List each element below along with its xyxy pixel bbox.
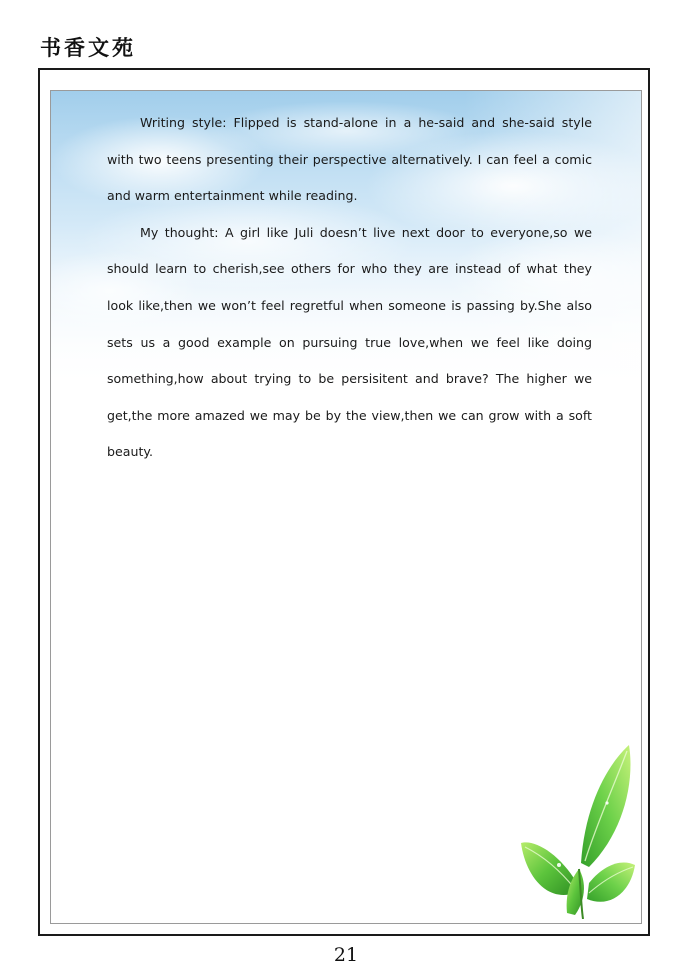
page-header-title: 书香文苑 bbox=[40, 35, 136, 60]
article-body bbox=[107, 105, 592, 471]
green-leaves-art bbox=[519, 743, 637, 919]
inner-frame bbox=[50, 90, 642, 924]
paragraph-writing-style: Writing style: Flipped is stand-alone in a he-said and she-said style with two teens presenting their perspective alternatively. I can feel a comic and warm entertainment while reading. bbox=[107, 115, 592, 204]
page-number: 21 bbox=[333, 944, 359, 966]
paragraph-my-thought: My thought: A girl like Juli doesn’t live next door to everyone,so we should learn to cherish,see others for who they are instead of what they look like,then we won’t feel regretful when someone is passing by.She also sets us a good example on pursuing true love,when we feel like doing something,how about trying to be persisitent and brave? The higher we get,the more amazed we may be by the view,then we can grow with a soft beauty. bbox=[107, 224, 592, 460]
page-frame bbox=[38, 68, 650, 936]
